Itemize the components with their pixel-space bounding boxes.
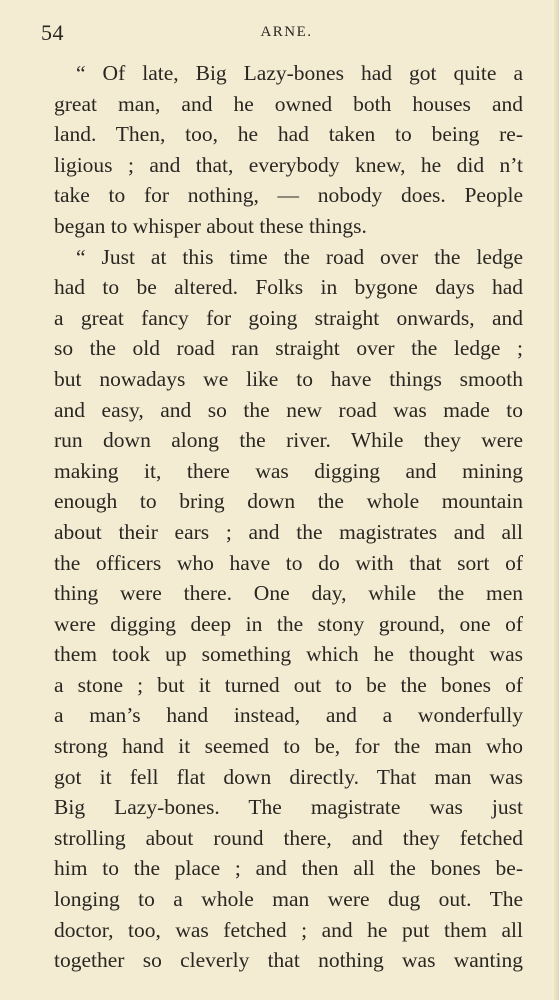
text-line: strong hand it seemed to be, for the man who — [54, 734, 523, 759]
text-line: strolling about round there, and they fetched — [54, 825, 523, 850]
text-line: doctor, too, was fetched ; and he put them all — [54, 917, 523, 942]
text-line: and easy, and so the new road was made to — [54, 397, 523, 422]
text-line: about their ears ; and the magistrates and all — [54, 519, 523, 544]
text-line: thing were there. One day, while the men — [54, 581, 523, 606]
page-number: 54 — [41, 20, 64, 45]
text-line: making it, there was digging and mining — [54, 458, 523, 483]
text-line: but nowadays we like to have things smooth — [54, 366, 523, 391]
text-line: had to be altered. Folks in bygone days had — [54, 275, 523, 300]
text-line: began to whisper about these things. — [54, 213, 367, 238]
running-title: ARNE. — [260, 24, 313, 40]
text-line: land. Then, too, he had taken to being re- — [54, 122, 523, 147]
text-line: them took up something which he thought was — [54, 642, 523, 667]
text-line: the officers who have to do with that sort of — [54, 550, 523, 575]
text-line: a stone ; but it turned out to be the bones of — [54, 672, 523, 697]
text-line: take to for nothing, — nobody does. People — [54, 183, 523, 208]
body-text — [54, 58, 523, 976]
text-line: “ Just at this time the road over the ledge — [76, 244, 523, 269]
text-line: longing to a whole man were dug out. The — [54, 887, 523, 912]
text-line: together so cleverly that nothing was wanting — [54, 948, 523, 973]
text-line: were digging deep in the stony ground, one of — [54, 611, 523, 636]
page-edge — [554, 0, 559, 1000]
text-line: a man’s hand instead, and a wonderfully — [54, 703, 523, 728]
text-line: got it fell flat down directly. That man was — [54, 764, 523, 789]
text-line: “ Of late, Big Lazy-bones had got quite a — [76, 61, 523, 85]
text-line: him to the place ; and then all the bones be- — [54, 856, 523, 881]
text-line: ligious ; and that, everybody knew, he did n’t — [54, 152, 523, 177]
text-line: a great fancy for going straight onwards, and — [54, 305, 523, 330]
text-line: great man, and he owned both houses and — [54, 91, 523, 116]
text-line: Big Lazy-bones. The magistrate was just — [54, 795, 523, 820]
text-line: enough to bring down the whole mountain — [54, 489, 523, 514]
text-line: so the old road ran straight over the ledge ; — [54, 336, 523, 361]
text-line: run down along the river. While they were — [54, 428, 523, 453]
